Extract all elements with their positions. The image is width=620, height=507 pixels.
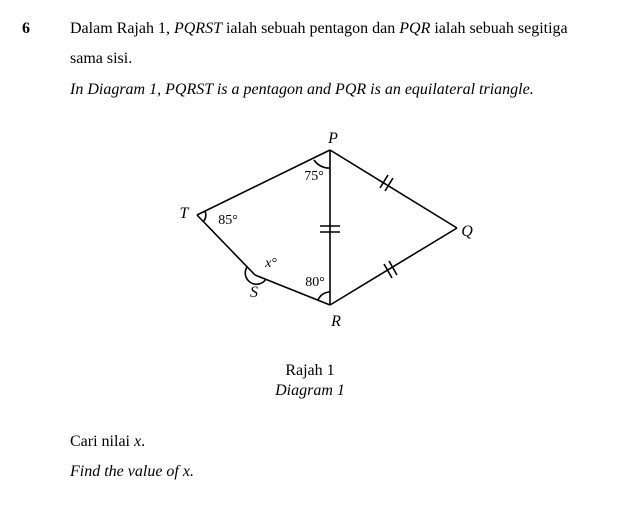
malay-text: ialah sebuah segitiga <box>430 20 568 37</box>
shape-name-pqrst: PQRST <box>173 20 222 37</box>
side-qr <box>330 228 457 305</box>
malay-text: Dalam Rajah 1, <box>70 20 174 37</box>
question-malay-line-2: sama sisi. <box>70 50 133 67</box>
english-text: Find the value of <box>70 463 183 480</box>
side-pq <box>330 150 457 228</box>
task-malay <box>70 433 145 451</box>
angle-arc-r <box>318 292 330 300</box>
vertex-label-r: R <box>331 313 341 330</box>
vertex-label-p: P <box>328 130 338 147</box>
question-english-line: In Diagram 1, PQRST is a pentagon and PQR is an equilateral triangle. <box>70 81 534 98</box>
malay-text: Cari nilai <box>70 433 134 450</box>
english-text: . <box>189 463 194 480</box>
shape-name-pqr: PQR <box>399 20 431 37</box>
angle-label-s: x° <box>265 256 277 271</box>
vertex-label-s: S <box>250 284 258 301</box>
variable-x: x <box>133 433 142 450</box>
caption-malay: Rajah 1 <box>285 362 335 379</box>
caption-english: Diagram 1 <box>275 382 345 399</box>
angle-label-p: 75° <box>304 169 324 184</box>
vertex-label-q: Q <box>461 223 473 240</box>
angle-arc-p <box>314 160 330 168</box>
variable-x: x <box>182 463 190 480</box>
tick-marks-qr <box>384 261 397 278</box>
malay-text: . <box>141 433 146 450</box>
malay-text: ialah sebuah pentagon dan <box>221 20 400 37</box>
vertex-label-t: T <box>179 205 189 222</box>
task-english <box>70 463 194 481</box>
angle-label-r: 80° <box>305 275 325 290</box>
angle-label-t: 85° <box>218 213 238 228</box>
tick-marks-pq <box>380 175 393 191</box>
question-number: 6 <box>22 20 30 37</box>
